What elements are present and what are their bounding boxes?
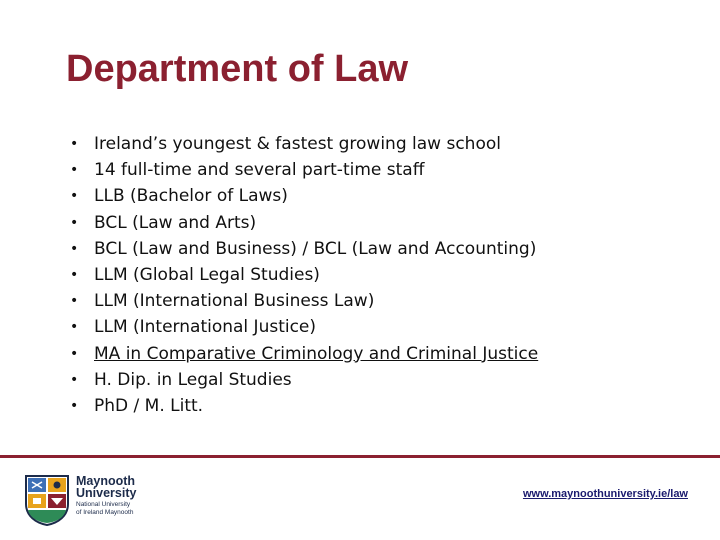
- slide-title: Department of Law: [66, 48, 409, 90]
- bullet-text: 14 full-time and several part-time staff: [94, 160, 425, 181]
- bullet-icon: •: [70, 267, 79, 284]
- list-item: [70, 367, 538, 393]
- bullet-icon: •: [70, 162, 79, 179]
- list-item: [70, 157, 538, 183]
- list-item: [70, 131, 538, 157]
- bullet-icon: •: [70, 188, 79, 205]
- bullet-text: PhD / M. Litt.: [94, 395, 204, 416]
- bullet-icon: •: [70, 345, 79, 362]
- bullet-icon: •: [70, 240, 79, 257]
- bullet-text: BCL (Law and Arts): [94, 212, 257, 233]
- website-link[interactable]: www.maynoothuniversity.ie/law: [522, 488, 688, 500]
- list-item: [70, 210, 538, 236]
- list-item: [70, 183, 538, 209]
- list-item: [70, 288, 538, 314]
- maynooth-university-logo: [24, 474, 174, 526]
- list-item: [70, 314, 538, 340]
- bullet-icon: •: [70, 319, 79, 336]
- bullet-icon: •: [70, 397, 79, 414]
- bullet-icon: •: [70, 214, 79, 231]
- footer-divider: [0, 455, 720, 458]
- bullet-text: LLB (Bachelor of Laws): [94, 186, 288, 207]
- bullet-text: Ireland’s youngest & fastest growing law school: [94, 134, 501, 155]
- criminology-programme-link[interactable]: MA in Comparative Criminology and Criminal Justice: [94, 343, 539, 364]
- logo-subtitle: National University of Ireland Maynooth: [76, 501, 134, 516]
- bullet-icon: •: [70, 136, 79, 153]
- bullet-text: H. Dip. in Legal Studies: [94, 369, 292, 390]
- list-item: [70, 262, 538, 288]
- bullet-text: LLM (Global Legal Studies): [94, 265, 320, 286]
- bullet-text: LLM (International Business Law): [94, 291, 375, 312]
- logo-wordmark: Maynooth University: [76, 474, 137, 500]
- list-item[interactable]: [70, 341, 538, 367]
- bullet-icon: •: [70, 293, 79, 310]
- bullet-text: BCL (Law and Business) / BCL (Law and Accounting): [94, 238, 537, 259]
- bullet-text: LLM (International Justice): [94, 317, 317, 338]
- bullet-list: [70, 131, 538, 419]
- bullet-icon: •: [70, 371, 79, 388]
- crest-icon: [24, 474, 70, 526]
- list-item: [70, 236, 538, 262]
- list-item: [70, 393, 538, 419]
